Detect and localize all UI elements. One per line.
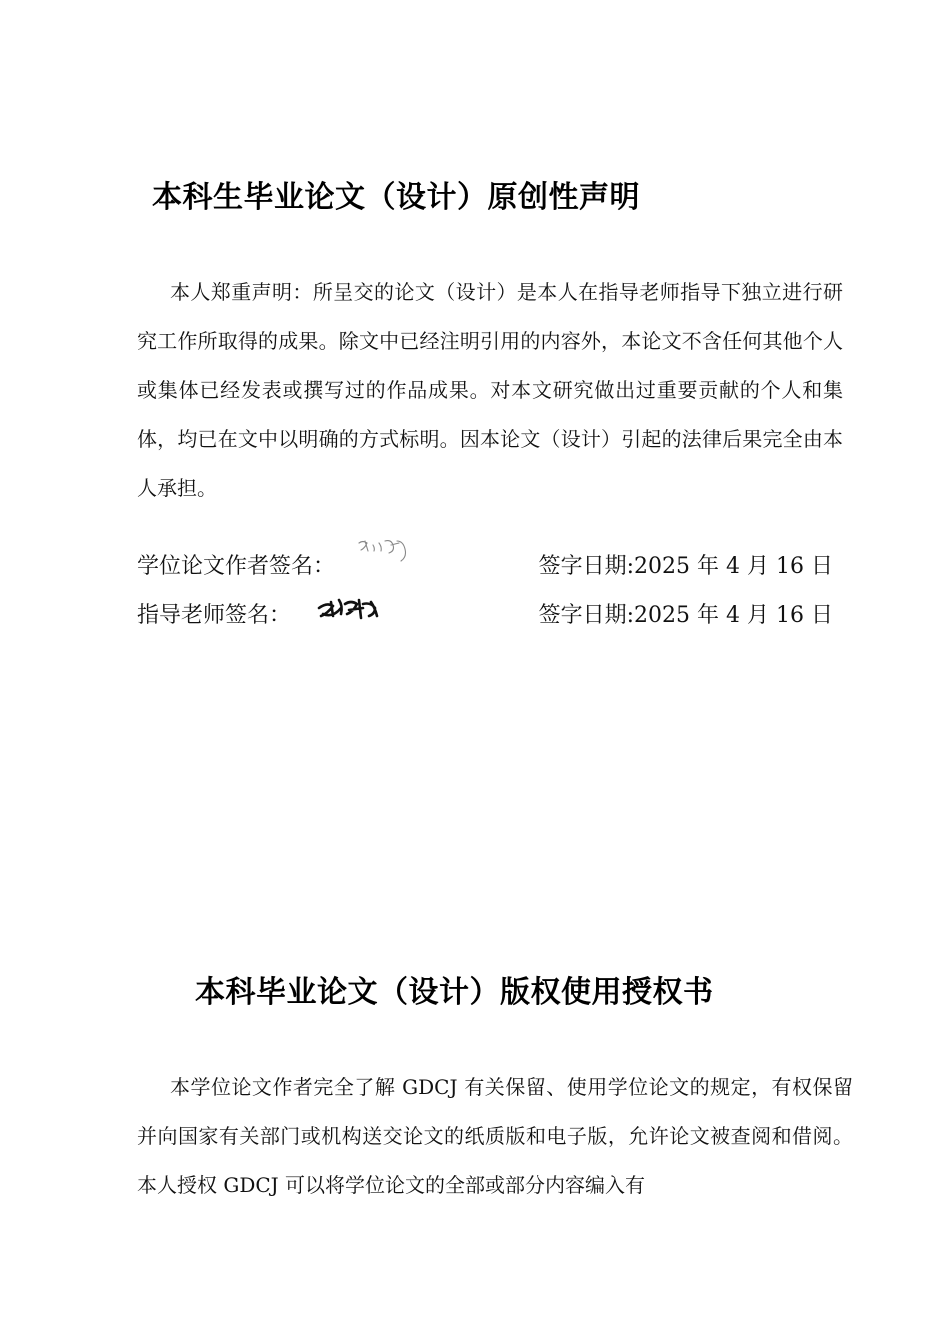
authorization-body: 本学位论文作者完全了解 GDCJ 有关保留、使用学位论文的规定，有权保留并向国家有关部门或机构送交论文的纸质版和电子版，允许论文被查阅和借阅。本人授权 GDCJ 可以将学位论文的全部或部分内容编入有 <box>137 1075 853 1197</box>
declaration-title: 本科生毕业论文（设计）原创性声明 <box>152 180 640 215</box>
advisor-signature-image <box>315 594 385 624</box>
declaration-body: 本人郑重声明：所呈交的论文（设计）是本人在指导老师指导下独立进行研究工作所取得的成果。除文中已经注明引用的内容外，本论文不含任何其他个人或集体已经发表或撰写过的作品成果。对本文研究做出过重要贡献的个人和集体，均已在文中以明确的方式标明。因本论文（设计）引起的法律后果完全由本人承担。 <box>137 280 843 500</box>
author-signature-label: 学位论文作者签名： <box>137 554 336 579</box>
author-signature-image <box>355 535 413 569</box>
advisor-signature-line <box>137 596 833 636</box>
author-signature-line <box>137 547 833 587</box>
authorization-title: 本科毕业论文（设计）版权使用授权书 <box>195 975 714 1010</box>
advisor-signature-date: 签字日期:2025 年 4 月 16 日 <box>538 603 833 628</box>
author-signature-date: 签字日期:2025 年 4 月 16 日 <box>538 554 833 579</box>
advisor-signature-label: 指导老师签名： <box>137 603 292 628</box>
